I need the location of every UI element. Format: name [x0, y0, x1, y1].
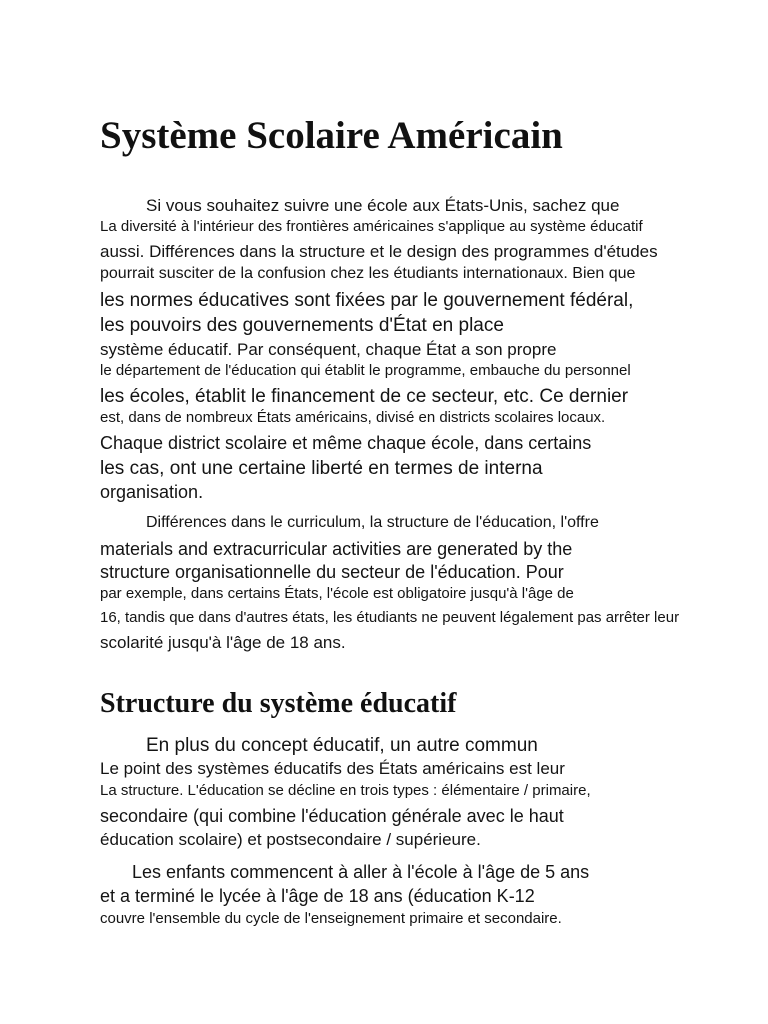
paragraph-line: scolarité jusqu'à l'âge de 18 ans.: [100, 633, 346, 652]
paragraph-line: aussi. Différences dans la structure et le design des programmes d'études: [100, 242, 658, 261]
paragraph-line: La diversité à l'intérieur des frontières américaines s'applique au système éducatif: [100, 218, 643, 235]
paragraph-line: par exemple, dans certains États, l'école est obligatoire jusqu'à l'âge de: [100, 585, 574, 602]
paragraph-line: Chaque district scolaire et même chaque école, dans certains: [100, 433, 592, 453]
paragraph-line: La structure. L'éducation se décline en trois types : élémentaire / primaire,: [100, 782, 591, 799]
paragraph-line: système éducatif. Par conséquent, chaque État a son propre: [100, 340, 557, 359]
paragraph-line: materials and extracurricular activities are generated by the: [100, 539, 573, 559]
paragraph-line: les pouvoirs des gouvernements d'État en place: [100, 315, 504, 336]
paragraph-line: éducation scolaire) et postsecondaire / supérieure.: [100, 830, 481, 849]
paragraph-line: le département de l'éducation qui établit le programme, embauche du personnel: [100, 362, 631, 379]
paragraph-line: Le point des systèmes éducatifs des États américains est leur: [100, 759, 565, 778]
paragraph-line: Les enfants commencent à aller à l'école à l'âge de 5 ans: [132, 862, 590, 882]
paragraph-line: En plus du concept éducatif, un autre commun: [146, 735, 538, 756]
paragraph-line: couvre l'ensemble du cycle de l'enseignement primaire et secondaire.: [100, 910, 562, 927]
paragraph-line: et a terminé le lycée à l'âge de 18 ans (éducation K-12: [100, 886, 535, 906]
paragraph-line: 16, tandis que dans d'autres états, les étudiants ne peuvent légalement pas arrêter leur: [100, 609, 680, 626]
paragraph-line: Différences dans le curriculum, la structure de l'éducation, l'offre: [146, 514, 599, 531]
paragraph-line: est, dans de nombreux États américains, divisé en districts scolaires locaux.: [100, 409, 606, 426]
page-title: Système Scolaire Américain: [100, 114, 563, 157]
paragraph-line: pourrait susciter de la confusion chez les étudiants internationaux. Bien que: [100, 265, 636, 282]
paragraph-line: organisation.: [100, 482, 204, 502]
paragraph-line: les normes éducatives sont fixées par le gouvernement fédéral,: [100, 290, 634, 311]
section-heading: Structure du système éducatif: [100, 688, 457, 719]
paragraph-line: les écoles, établit le financement de ce secteur, etc. Ce dernier: [100, 386, 629, 407]
paragraph-line: secondaire (qui combine l'éducation générale avec le haut: [100, 806, 564, 826]
paragraph-line: Si vous souhaitez suivre une école aux États-Unis, sachez que: [146, 196, 620, 215]
paragraph-line: structure organisationnelle du secteur de l'éducation. Pour: [100, 562, 564, 582]
paragraph-line: les cas, ont une certaine liberté en termes de interna: [100, 458, 543, 479]
